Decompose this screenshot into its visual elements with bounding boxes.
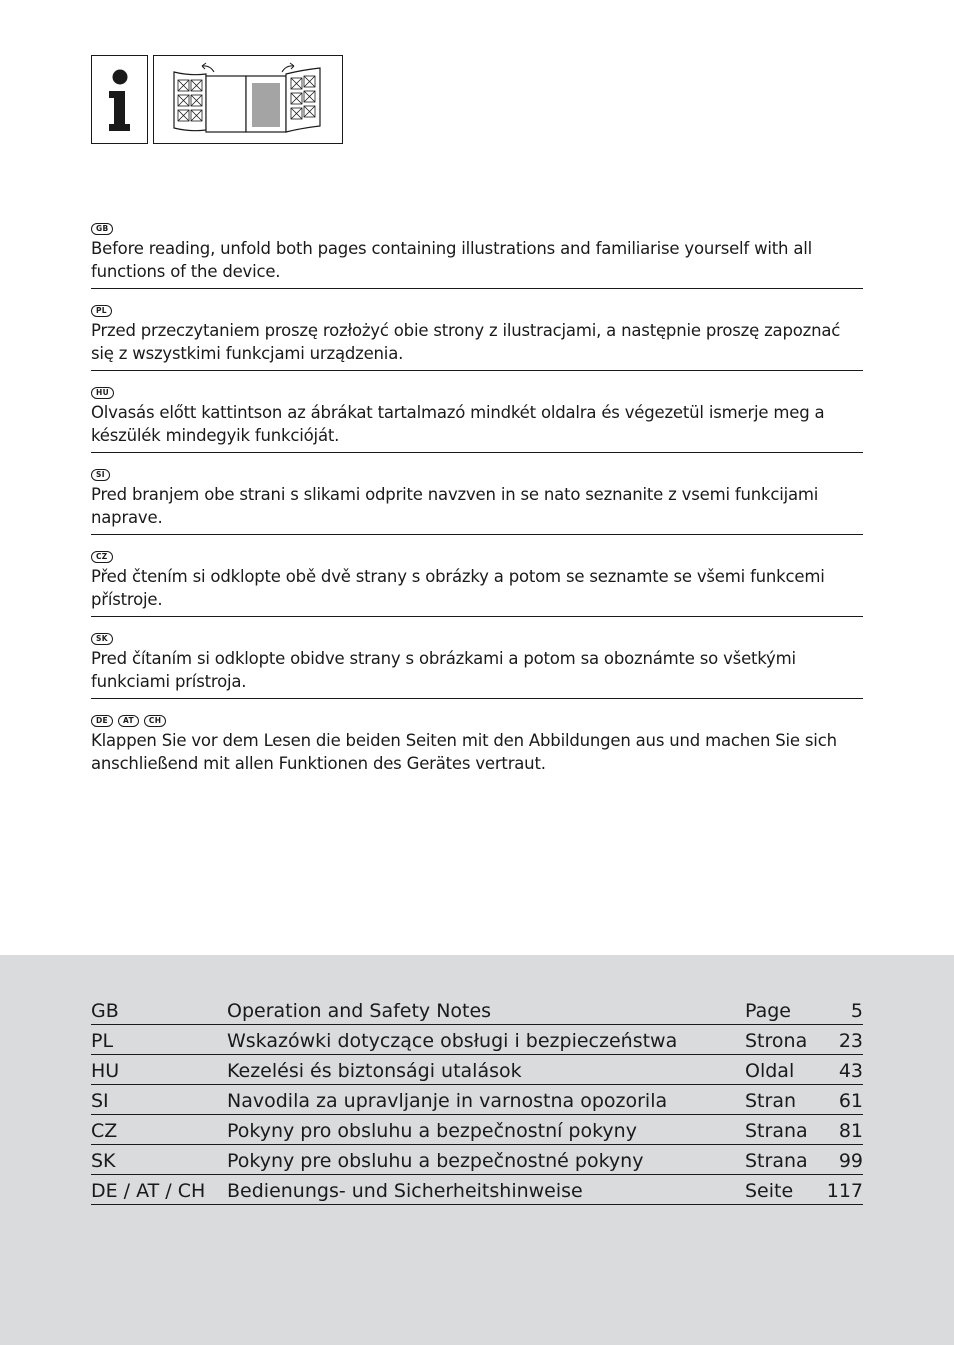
table-of-contents [91, 995, 863, 1205]
toc-page-label: Seite [745, 1180, 794, 1202]
toc-page-label: Oldal [745, 1060, 795, 1082]
note-text: Przed przeczytaniem proszę rozłożyć obie strony z ilustracjami, a następnie proszę zapoznać się z wszystkimi funkcjami urządzenia. [91, 321, 841, 363]
toc-language: DE / AT / CH [91, 1180, 206, 1202]
note-sk [91, 617, 863, 699]
note-text: Před čtením si odklopte obě dvě strany s obrázky a potom se seznamte se všemi funkcemi přístroje. [91, 567, 825, 609]
language-badge: SK [91, 633, 113, 645]
note-text: Before reading, unfold both pages containing illustrations and familiarise yourself with all functions of the device. [91, 239, 813, 281]
toc-title: Operation and Safety Notes [227, 1000, 492, 1022]
toc-row-gb[interactable] [91, 995, 863, 1025]
toc-language: CZ [91, 1120, 118, 1142]
note-gb [91, 218, 863, 289]
language-badge: PL [91, 305, 112, 317]
language-badge: HU [91, 387, 114, 399]
toc-title: Bedienungs- und Sicherheitshinweise [227, 1180, 583, 1202]
toc-title: Wskazówki dotyczące obsługi i bezpieczeństwa [227, 1030, 678, 1052]
toc-row-sk[interactable] [91, 1145, 863, 1175]
toc-page-number: 81 [838, 1120, 863, 1142]
note-text: Olvasás előtt kattintson az ábrákat tartalmazó mindkét oldalra és végezetül ismerje meg a készülék mindegyik funkcióját. [91, 403, 825, 445]
toc-page-number: 5 [850, 1000, 863, 1022]
toc-page-label: Stran [745, 1090, 797, 1112]
toc-title: Kezelési és biztonsági utalások [227, 1060, 522, 1082]
info-icon-box [91, 55, 148, 144]
note-text: Pred branjem obe strani s slikami odprite navzven in se nato seznanite z vsemi funkcijami naprave. [91, 485, 819, 527]
toc-title: Pokyny pro obsluhu a bezpečnostní pokyny [227, 1120, 637, 1142]
note-cz [91, 535, 863, 617]
note-text: Pred čítaním si odklopte obidve strany s obrázkami a potom sa oboznámte so všetkými funkciami prístroja. [91, 649, 796, 691]
toc-language: SI [91, 1090, 109, 1112]
toc-page-number: 99 [838, 1150, 863, 1172]
toc-row-cz[interactable] [91, 1115, 863, 1145]
language-badge: SI [91, 469, 110, 481]
toc-row-si[interactable] [91, 1085, 863, 1115]
toc-page-number: 43 [838, 1060, 863, 1082]
toc-page-label: Strana [745, 1150, 808, 1172]
toc-title: Navodila za upravljanje in varnostna opozorila [227, 1090, 668, 1112]
unfold-instructions [91, 218, 863, 780]
toc-page-label: Strana [745, 1120, 808, 1142]
note-si [91, 453, 863, 535]
note-pl [91, 289, 863, 371]
note-de-at-ch [91, 699, 863, 780]
unfold-pages-icon [154, 56, 342, 143]
toc-row-pl[interactable] [91, 1025, 863, 1055]
toc-language: SK [91, 1150, 116, 1172]
note-text: Klappen Sie vor dem Lesen die beiden Seiten mit den Abbildungen aus und machen Sie sich anschließend mit allen Funktionen des Gerätes vertraut. [91, 731, 837, 773]
toc-row-de-at-ch[interactable] [91, 1175, 863, 1205]
toc-page-label: Page [745, 1000, 791, 1022]
note-hu [91, 371, 863, 453]
toc-language: PL [91, 1030, 114, 1052]
language-badge: CZ [91, 551, 113, 563]
toc-title: Pokyny pre obsluhu a bezpečnostné pokyny [227, 1150, 644, 1172]
language-badge: GB [91, 223, 113, 235]
toc-row-hu[interactable] [91, 1055, 863, 1085]
toc-page-number: 117 [826, 1180, 863, 1202]
toc-page-number: 61 [838, 1090, 863, 1112]
unfold-pages-illustration-box [153, 55, 343, 144]
toc-language: GB [91, 1000, 119, 1022]
language-badge: AT [118, 715, 139, 727]
info-icon [92, 56, 147, 143]
language-badge: CH [144, 715, 166, 727]
toc-language: HU [91, 1060, 120, 1082]
toc-page-number: 23 [838, 1030, 863, 1052]
table-of-contents-panel [0, 955, 954, 1345]
toc-page-label: Strona [745, 1030, 808, 1052]
language-badge: DE [91, 715, 113, 727]
